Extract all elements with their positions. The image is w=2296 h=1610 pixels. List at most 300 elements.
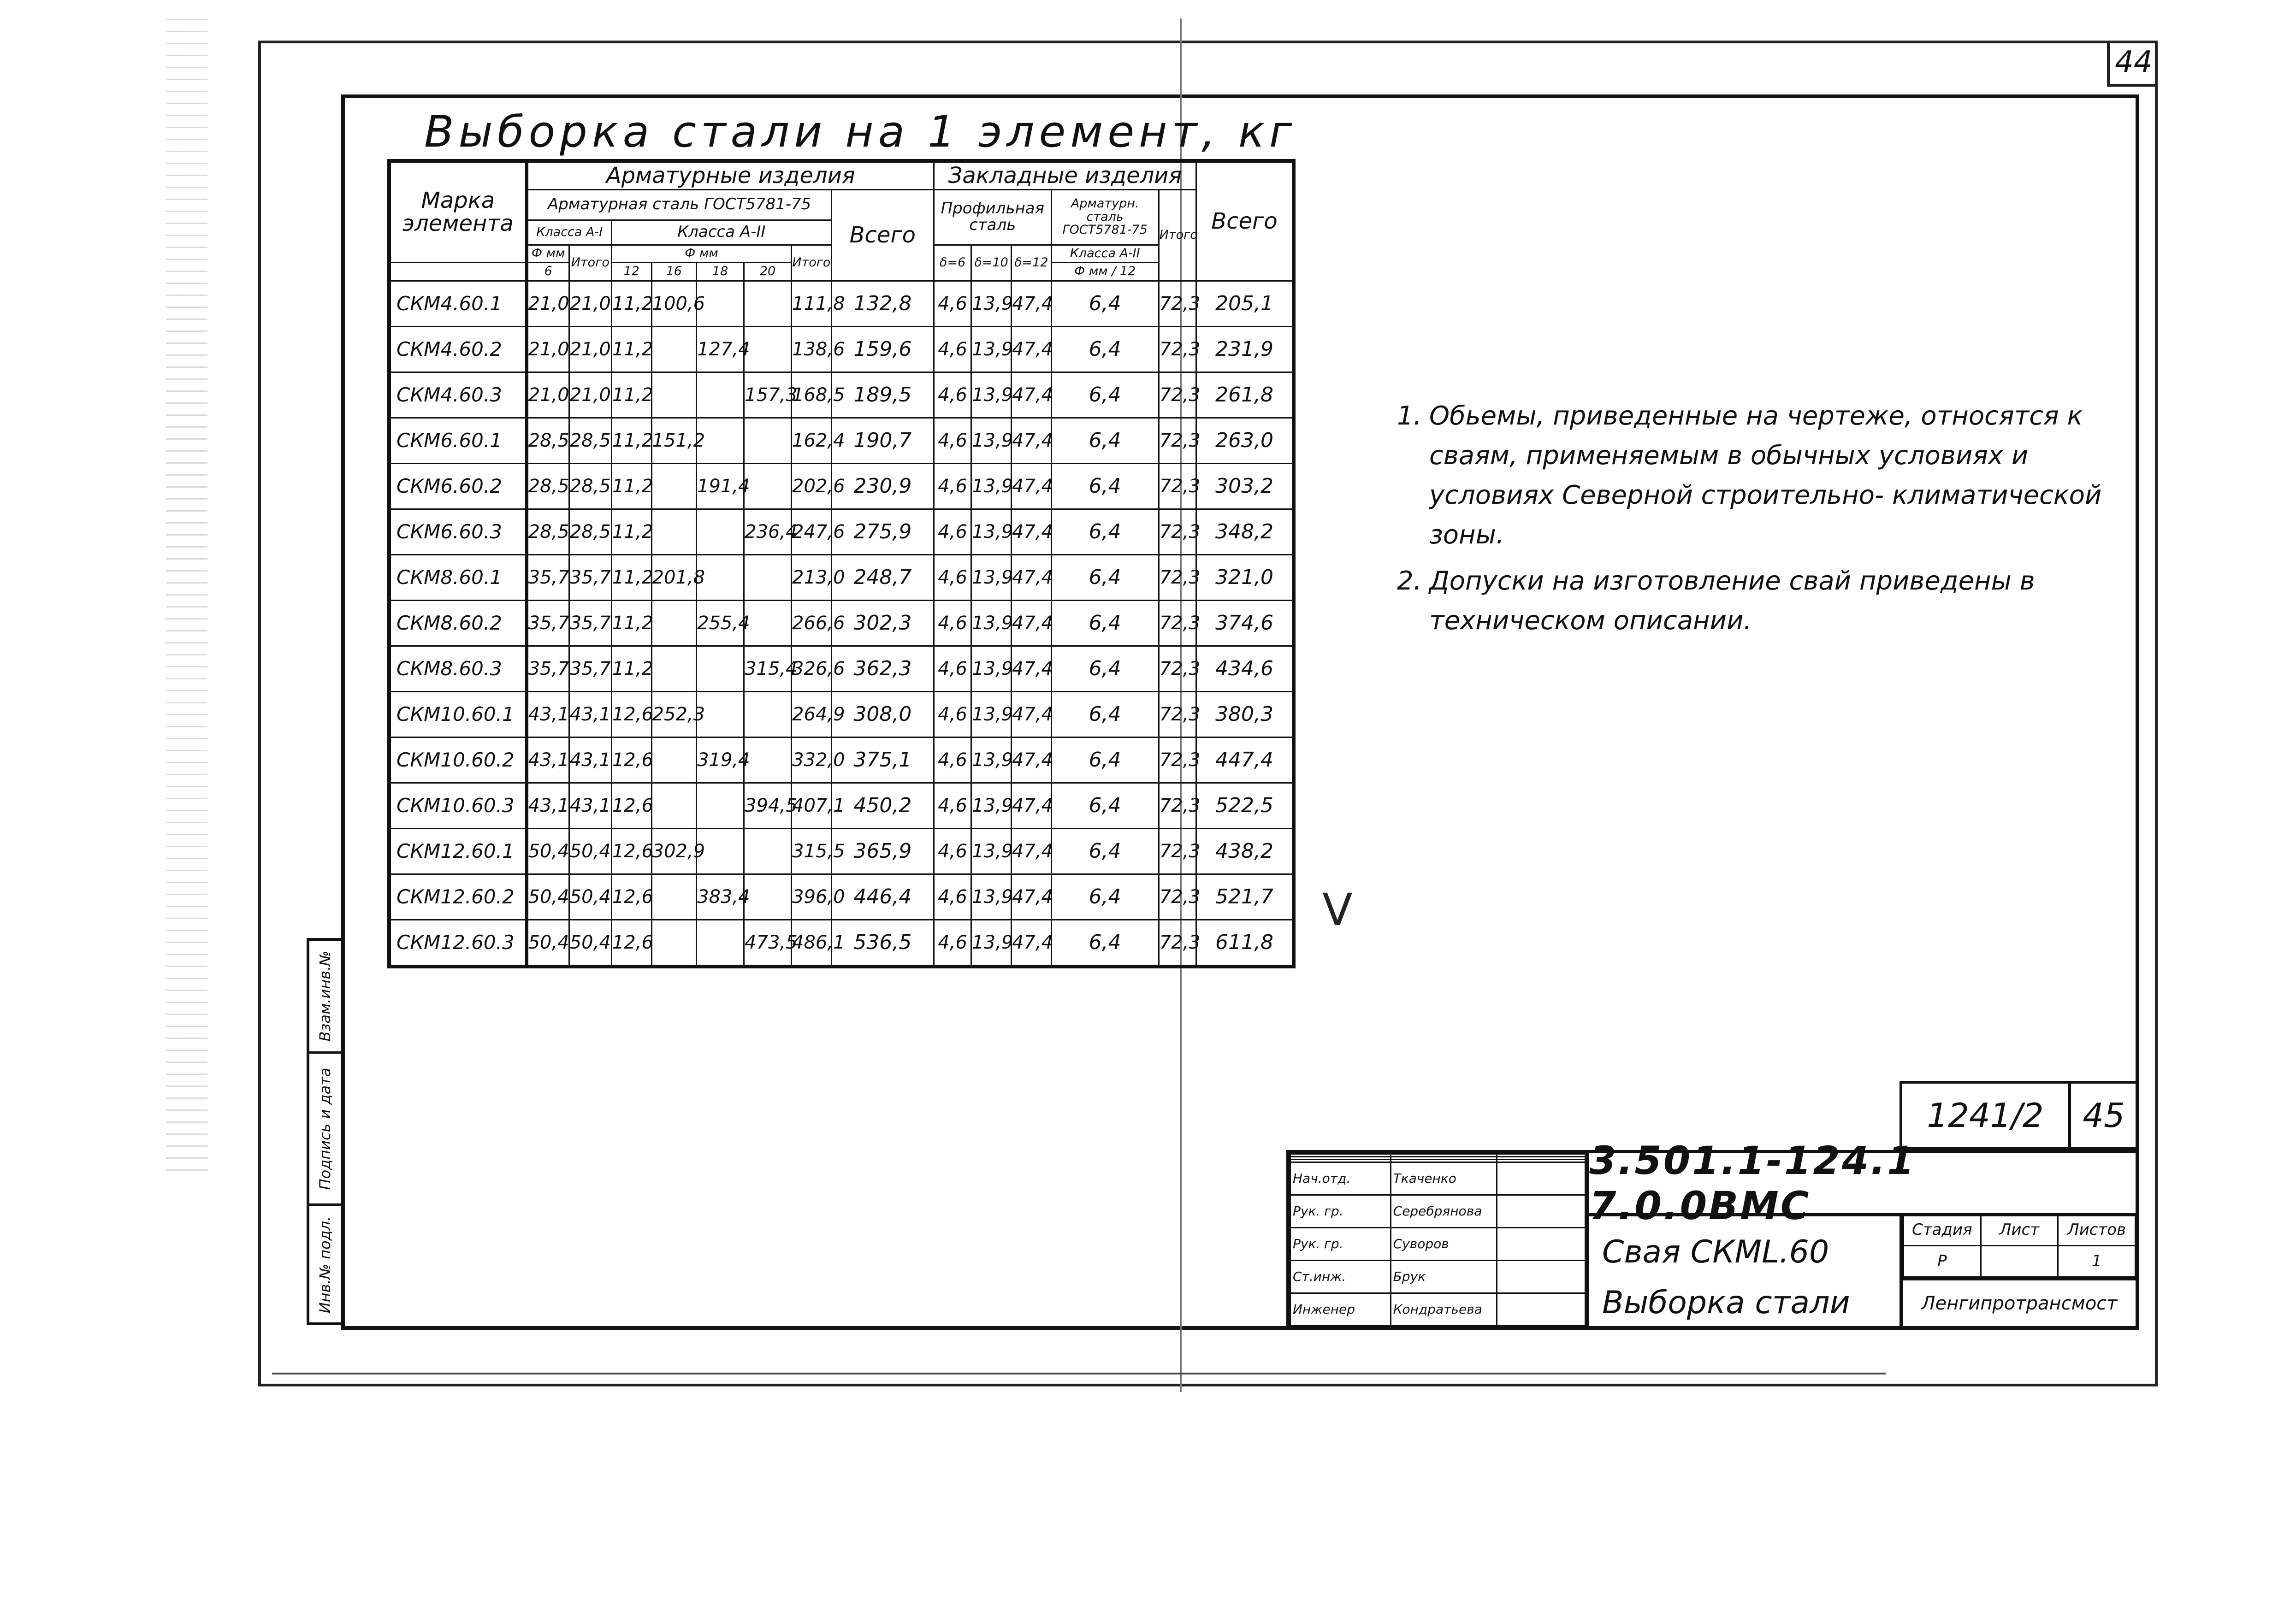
cell-a1-6: 21,0 [527,326,569,372]
cell-a2-12: 12,6 [611,828,651,874]
cell-p12: 47,4 [1011,920,1051,967]
cell-a1-6: 21,0 [527,372,569,418]
table-row [389,463,1294,509]
cell-p6: 4,6 [934,281,971,326]
cell-p6: 4,6 [934,600,971,646]
cell-a1-6: 50,4 [527,874,569,920]
cell-a1-itogo: 50,4 [569,920,611,967]
cell-e12: 6,4 [1051,463,1159,509]
table-title: Выборка стали на 1 элемент, кг [424,107,1297,157]
hdr-d12: 12 [611,262,651,281]
cell-p10: 13,9 [971,783,1012,828]
steel-table [387,159,1296,968]
cell-p12: 47,4 [1011,281,1051,326]
cell-a1-itogo: 21,0 [569,372,611,418]
hdr-class-a1: Класса А-I [527,220,611,245]
table-row [389,554,1294,600]
cell-a2-itogo: 326,6 [792,646,832,691]
cell-a1-itogo: 35,7 [569,554,611,600]
strip-label: Взам.инв.№ [316,950,334,1042]
signature [1497,1227,1585,1260]
cell-a2-12: 11,2 [611,281,651,326]
hdr-mark-spacer [389,262,527,281]
strip-label: Инв.№ подл. [316,1216,334,1313]
hdr-a1-itogo: Итого [569,245,611,281]
cell-mark: СКМ8.60.3 [389,646,527,691]
cell-a2-18 [697,646,744,691]
cell-total: 263,0 [1196,418,1294,463]
table-row [389,418,1294,463]
cell-a2-12: 12,6 [611,920,651,967]
cell-a2-18 [697,372,744,418]
cell-a2-12: 11,2 [611,372,651,418]
document-name-line: Свая СКМL.60 [1602,1234,1829,1270]
stage-grid [1903,1213,2136,1278]
cell-a2-12: 12,6 [611,691,651,737]
cell-e-itogo: 72,3 [1159,509,1196,554]
cell-a2-18 [697,920,744,967]
cell-e-itogo: 72,3 [1159,920,1196,967]
staff-name: Кондратьева [1391,1293,1497,1326]
cell-e12: 6,4 [1051,418,1159,463]
notes [1397,396,2116,641]
cell-a2-12: 11,2 [611,554,651,600]
cell-e-itogo: 72,3 [1159,326,1196,372]
staff-name: Брук [1391,1260,1497,1293]
cell-a2-itogo: 315,5 [792,828,832,874]
cell-a2-itogo: 486,1 [792,920,832,967]
cell-e-itogo: 72,3 [1159,646,1196,691]
cell-vsego: 189,5 [831,372,934,418]
cell-vsego: 365,9 [831,828,934,874]
cell-e-itogo: 72,3 [1159,691,1196,737]
note-number: 2. [1397,566,1422,596]
cell-vsego: 446,4 [831,874,934,920]
cell-total: 434,6 [1196,646,1294,691]
hdr-rebar-items: Арматурные изделия [527,161,934,189]
cell-mark: СКМ10.60.1 [389,691,527,737]
signature-grid [1290,1153,1589,1327]
hdr-a1-phi: Ф мм [527,245,569,262]
strip-cell-replace [309,941,341,1051]
cell-a2-12: 11,2 [611,463,651,509]
table-row [389,372,1294,418]
cell-a2-20 [744,281,792,326]
note-text: Обьемы, приведенные на чертеже, относятся к сваям, применяемым в обычных условиях и условиях Северной строительно- климатической зоны. [1429,401,2102,550]
stage-label: Стадия [1904,1214,1981,1246]
cell-a2-18: 191,4 [697,463,744,509]
cell-mark: СКМ6.60.2 [389,463,527,509]
cell-e-itogo: 72,3 [1159,281,1196,326]
cell-p6: 4,6 [934,691,971,737]
cell-a2-itogo: 213,0 [792,554,832,600]
cell-a1-6: 21,0 [527,281,569,326]
cell-a2-20: 315,4 [744,646,792,691]
cell-a1-itogo: 35,7 [569,600,611,646]
cell-vsego: 132,8 [831,281,934,326]
cell-a1-itogo: 21,0 [569,326,611,372]
cell-a2-20 [744,418,792,463]
cell-p10: 13,9 [971,600,1012,646]
staff-role: Рук. гр. [1290,1227,1391,1260]
cell-e-itogo: 72,3 [1159,828,1196,874]
cell-a2-16 [651,509,697,554]
table-row [389,326,1294,372]
hdr-emb-d12: 12 [1119,264,1136,278]
hdr-class-a2: Класса А-II [611,220,831,245]
cell-total: 348,2 [1196,509,1294,554]
cell-vsego: 230,9 [831,463,934,509]
cell-e-itogo: 72,3 [1159,372,1196,418]
cell-p12: 47,4 [1011,418,1051,463]
cell-a2-18: 255,4 [697,600,744,646]
cell-mark: СКМ10.60.2 [389,737,527,783]
cell-vsego: 190,7 [831,418,934,463]
cell-p6: 4,6 [934,463,971,509]
cell-a2-12: 12,6 [611,737,651,783]
revision-strip [307,938,343,1325]
cell-e-itogo: 72,3 [1159,600,1196,646]
hdr-mark: Марка элемента [389,161,527,262]
cell-a2-12: 11,2 [611,509,651,554]
cell-a2-itogo: 162,4 [792,418,832,463]
cell-total: 303,2 [1196,463,1294,509]
cell-p6: 4,6 [934,554,971,600]
note-item [1397,396,2116,555]
hdr-emb-rebar: Арматурн. сталь ГОСТ5781-75 [1051,189,1159,245]
cell-e12: 6,4 [1051,920,1159,967]
cell-p10: 13,9 [971,828,1012,874]
cell-a2-itogo: 332,0 [792,737,832,783]
note-text: Допуски на изготовление свай приведены в техническом описании. [1429,566,2035,636]
cell-a2-itogo: 111,8 [792,281,832,326]
table-row [389,509,1294,554]
cell-a2-18: 383,4 [697,874,744,920]
cell-p12: 47,4 [1011,691,1051,737]
table-row [389,600,1294,646]
cell-a2-20 [744,691,792,737]
strip-cell-sign [309,1051,341,1203]
cell-a2-12: 11,2 [611,600,651,646]
cell-a1-itogo: 50,4 [569,874,611,920]
cell-p10: 13,9 [971,463,1012,509]
cell-a2-20: 157,3 [744,372,792,418]
cell-mark: СКМ6.60.3 [389,509,527,554]
cell-a2-12: 11,2 [611,418,651,463]
cell-p10: 13,9 [971,874,1012,920]
strip-label: Подпись и дата [316,1067,334,1190]
cell-mark: СКМ12.60.1 [389,828,527,874]
staff-role: Нач.отд. [1290,1162,1391,1195]
table-row [389,281,1294,326]
document-name [1589,1213,1903,1327]
cell-p12: 47,4 [1011,828,1051,874]
staff-name: Суворов [1391,1227,1497,1260]
cell-e12: 6,4 [1051,691,1159,737]
cell-p10: 13,9 [971,418,1012,463]
strip-cell-inv [309,1203,341,1323]
cell-mark: СКМ10.60.3 [389,783,527,828]
cell-vsego: 450,2 [831,783,934,828]
cell-a2-20 [744,554,792,600]
cell-a1-6: 35,7 [527,646,569,691]
hdr-a2-phi: Ф мм [611,245,791,262]
cell-a2-16 [651,874,697,920]
signature [1497,1162,1585,1195]
cell-p6: 4,6 [934,646,971,691]
hdr-t10: δ=10 [971,245,1012,281]
cell-mark: СКМ4.60.3 [389,372,527,418]
cell-p10: 13,9 [971,554,1012,600]
cell-total: 321,0 [1196,554,1294,600]
cell-a2-itogo: 264,9 [792,691,832,737]
cell-a2-20 [744,828,792,874]
cell-e12: 6,4 [1051,783,1159,828]
cell-p6: 4,6 [934,737,971,783]
cell-p12: 47,4 [1011,646,1051,691]
cell-e12: 6,4 [1051,509,1159,554]
cell-p12: 47,4 [1011,554,1051,600]
cell-a1-6: 50,4 [527,828,569,874]
cell-a2-itogo: 396,0 [792,874,832,920]
cell-a2-16 [651,372,697,418]
cell-p12: 47,4 [1011,874,1051,920]
cell-total: 521,7 [1196,874,1294,920]
cell-a2-20: 236,4 [744,509,792,554]
cell-a2-16 [651,783,697,828]
cell-a2-20 [744,874,792,920]
hdr-d16: 16 [651,262,697,281]
cell-p10: 13,9 [971,646,1012,691]
table-row [389,828,1294,874]
signature [1497,1195,1585,1227]
cell-p6: 4,6 [934,783,971,828]
cell-a2-16 [651,326,697,372]
cell-a2-itogo: 168,5 [792,372,832,418]
cell-e12: 6,4 [1051,554,1159,600]
cell-a1-itogo: 43,1 [569,737,611,783]
scan-noise [166,18,207,1171]
cell-total: 438,2 [1196,828,1294,874]
cell-e12: 6,4 [1051,874,1159,920]
cell-total: 522,5 [1196,783,1294,828]
hdr-emb-phi-label: Ф мм [1074,264,1108,278]
hdr-emb-phi: Ф мм / 12 [1051,262,1159,281]
cell-vsego: 308,0 [831,691,934,737]
cell-a2-16: 252,3 [651,691,697,737]
cell-a2-16 [651,920,697,967]
cell-p6: 4,6 [934,509,971,554]
hdr-t6: δ=6 [934,245,971,281]
cell-a1-6: 43,1 [527,783,569,828]
cell-p6: 4,6 [934,828,971,874]
cell-a2-18: 319,4 [697,737,744,783]
note-item [1397,561,2116,641]
sheet-value [1981,1245,2058,1277]
cell-e12: 6,4 [1051,600,1159,646]
cell-a1-itogo: 35,7 [569,646,611,691]
cell-a2-16: 151,2 [651,418,697,463]
cell-a2-20 [744,463,792,509]
cell-p6: 4,6 [934,874,971,920]
cell-p10: 13,9 [971,326,1012,372]
hdr-d18: 18 [697,262,744,281]
cell-a1-itogo: 50,4 [569,828,611,874]
cell-a2-itogo: 247,6 [792,509,832,554]
cell-mark: СКМ12.60.3 [389,920,527,967]
cell-a1-itogo: 28,5 [569,418,611,463]
cell-vsego: 248,7 [831,554,934,600]
cell-a1-itogo: 28,5 [569,509,611,554]
cell-total: 447,4 [1196,737,1294,783]
cell-p10: 13,9 [971,737,1012,783]
cell-a1-6: 35,7 [527,554,569,600]
cell-p10: 13,9 [971,281,1012,326]
hdr-t12: δ=12 [1011,245,1051,281]
cell-vsego: 302,3 [831,600,934,646]
cell-a1-6: 28,5 [527,509,569,554]
cell-p10: 13,9 [971,509,1012,554]
hdr-a2-itogo: Итого [792,245,832,281]
cell-a2-16: 302,9 [651,828,697,874]
cell-a2-16: 100,6 [651,281,697,326]
title-block [1286,1138,2139,1330]
sheet-corner-number: 44 [2107,41,2158,87]
cell-p6: 4,6 [934,372,971,418]
hdr-total: Всего [1196,161,1294,281]
cell-vsego: 362,3 [831,646,934,691]
cell-e-itogo: 72,3 [1159,418,1196,463]
cell-p10: 13,9 [971,920,1012,967]
table-row [389,783,1294,828]
cell-vsego: 375,1 [831,737,934,783]
cell-total: 261,8 [1196,372,1294,418]
cell-a1-itogo: 43,1 [569,691,611,737]
cell-a2-12: 11,2 [611,646,651,691]
cell-e12: 6,4 [1051,828,1159,874]
cell-a2-itogo: 407,1 [792,783,832,828]
cell-a2-20: 394,5 [744,783,792,828]
cell-a2-18: 127,4 [697,326,744,372]
table-row [389,920,1294,967]
stage-value: Р [1904,1245,1981,1277]
cell-a1-6: 43,1 [527,737,569,783]
cell-a2-16 [651,600,697,646]
cell-e12: 6,4 [1051,326,1159,372]
cell-p6: 4,6 [934,418,971,463]
document-name-line: Выборка стали [1602,1285,1850,1321]
cell-a2-16 [651,463,697,509]
cell-vsego: 275,9 [831,509,934,554]
hdr-d6: 6 [527,262,569,281]
organization: Ленгипротрансмост [1903,1278,2136,1327]
cell-e-itogo: 72,3 [1159,783,1196,828]
cell-e12: 6,4 [1051,372,1159,418]
cell-e12: 6,4 [1051,737,1159,783]
cell-total: 374,6 [1196,600,1294,646]
cell-a2-itogo: 266,6 [792,600,832,646]
cell-a2-20 [744,600,792,646]
cell-a2-12: 11,2 [611,326,651,372]
sheet-bottom-edge [272,1373,1886,1374]
table-row [389,737,1294,783]
cell-a2-20: 473,5 [744,920,792,967]
cell-a2-16 [651,737,697,783]
signature [1497,1260,1585,1293]
note-number: 1. [1397,401,1422,431]
cell-e12: 6,4 [1051,281,1159,326]
cell-p12: 47,4 [1011,509,1051,554]
sheets-label: Листов [2058,1214,2136,1246]
hdr-profile: Профильная сталь [934,189,1051,245]
cell-p12: 47,4 [1011,326,1051,372]
cell-a2-20 [744,326,792,372]
cell-p12: 47,4 [1011,600,1051,646]
cell-a2-12: 12,6 [611,874,651,920]
cell-mark: СКМ8.60.1 [389,554,527,600]
cell-e-itogo: 72,3 [1159,463,1196,509]
staff-name: Серебрянова [1391,1195,1497,1227]
sheet-label: Лист [1981,1214,2058,1246]
cell-mark: СКМ8.60.2 [389,600,527,646]
staff-role: Инженер [1290,1293,1391,1326]
hdr-emb-itogo: Итого [1159,189,1196,281]
cell-total: 611,8 [1196,920,1294,967]
cell-a1-itogo: 43,1 [569,783,611,828]
album-number: 1241/2 [1902,1084,2071,1147]
cell-a1-itogo: 28,5 [569,463,611,509]
cell-p10: 13,9 [971,691,1012,737]
cell-p10: 13,9 [971,372,1012,418]
staff-role: Рук. гр. [1290,1195,1391,1227]
cell-a2-18 [697,509,744,554]
cell-a1-6: 28,5 [527,418,569,463]
cell-a2-12: 12,6 [611,783,651,828]
cell-a2-itogo: 138,6 [792,326,832,372]
cell-mark: СКМ4.60.2 [389,326,527,372]
hdr-rebar-total: Всего [831,189,934,281]
signature [1497,1293,1585,1326]
cell-p12: 47,4 [1011,783,1051,828]
cell-a2-18 [697,783,744,828]
hdr-rebar-steel: Арматурная сталь ГОСТ5781-75 [527,189,831,220]
document-code: 3.501.1-124.1 7.0.0ВМС [1589,1153,2136,1216]
cell-a2-itogo: 202,6 [792,463,832,509]
cell-p12: 47,4 [1011,737,1051,783]
cell-mark: СКМ6.60.1 [389,418,527,463]
cell-total: 380,3 [1196,691,1294,737]
cell-p6: 4,6 [934,920,971,967]
cell-vsego: 159,6 [831,326,934,372]
cell-total: 205,1 [1196,281,1294,326]
sheets-value: 1 [2058,1245,2136,1277]
cell-mark: СКМ4.60.1 [389,281,527,326]
cell-e12: 6,4 [1051,646,1159,691]
cell-p12: 47,4 [1011,463,1051,509]
cell-a2-16: 201,8 [651,554,697,600]
cell-a2-16 [651,646,697,691]
table-row [389,646,1294,691]
cell-mark: СКМ12.60.2 [389,874,527,920]
album-sheet-number: 45 [2083,1096,2125,1135]
table-row [389,874,1294,920]
cell-p6: 4,6 [934,326,971,372]
check-mark: V [1322,884,1353,936]
cell-vsego: 536,5 [831,920,934,967]
cell-a1-6: 43,1 [527,691,569,737]
hdr-emb-class: Класса А-II [1051,245,1159,262]
hdr-embedded: Закладные изделия [934,161,1196,189]
